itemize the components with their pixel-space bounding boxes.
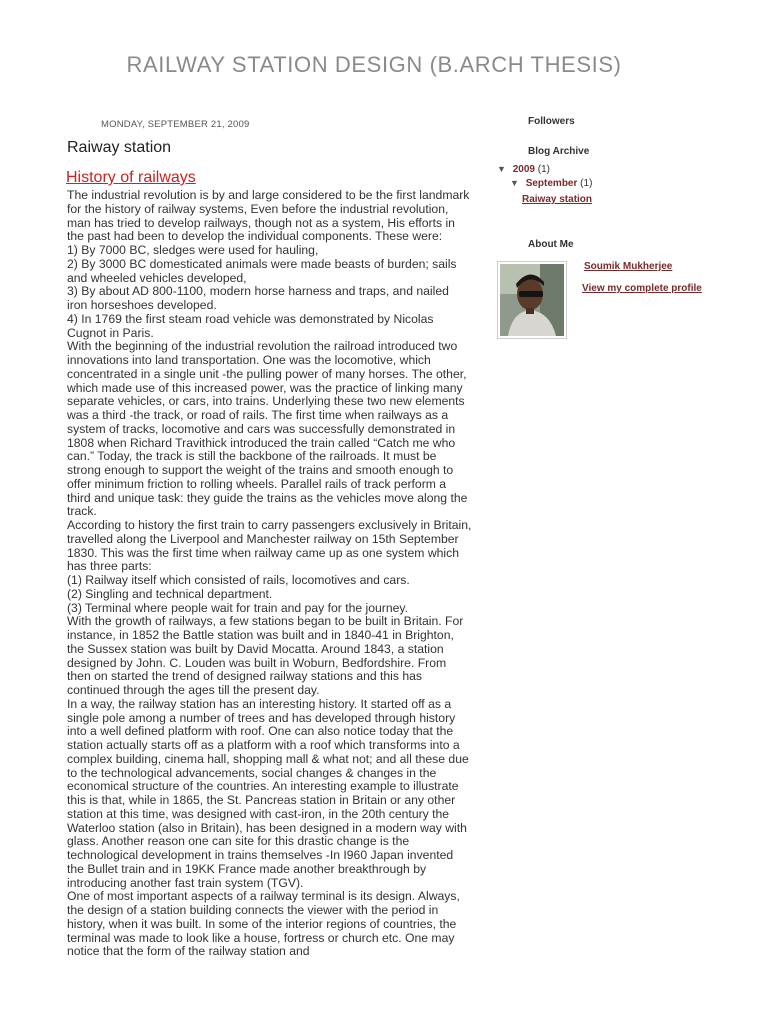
view-profile-link[interactable]: View my complete profile	[582, 283, 702, 294]
post-paragraph: In a way, the railway station has an interesting history. It started off as a single pole among a number of trees and has developed through history into a well defined platform with roof. One can also notice today that the station actually starts off as a platform with a roof which transforms into a complex building, cinema hall, shopping mall & what not; and all these due to the technological advancements, social changes & changes in the economical structure of the countries. An interesting example to illustrate this is that, while in 1865, the St. Pancreas station in Britain or any other station at this time, was designed with cast-iron, in the 20th century the Waterloo station (also in Britain), has been designed in a modern way with glass. Another reason one can site for this drastic change is the technological development in trains themselves -In I960 Japan invented the Bullet train and in 19KK France made another breakthrough by introducing another fast train system (TGV).	[67, 696, 469, 890]
avatar[interactable]	[497, 261, 567, 339]
archive-month-link[interactable]: September	[525, 178, 578, 189]
archive-year-row	[497, 164, 550, 175]
archive-month-count: (1)	[580, 178, 593, 189]
post-paragraph: With the growth of railways, a few stations began to be built in Britain. For instance, in 1852 the Battle station was built and in 1840-41 in Brighton, the Sussex station was built by David Mocatta. Around 1843, a station designed by John. C. Louden was built in Woburn, Bedfordshire. From then on started the trend of designed railway stations and this has continued through the ages till the present day.	[67, 614, 464, 697]
archive-year-count: (1)	[537, 164, 550, 175]
post-date-header: MONDAY, SEPTEMBER 21, 2009	[101, 119, 250, 130]
post-body	[67, 189, 472, 959]
sidebar-followers-heading: Followers	[528, 116, 575, 127]
post-paragraph: (2) Singling and technical department.	[67, 586, 273, 601]
post-paragraph: (1) Railway itself which consisted of rails, locomotives and cars.	[67, 573, 410, 587]
post-paragraph: 3) By about AD 800-1100, modern horse harness and traps, and nailed iron horseshoes developed.	[67, 284, 449, 312]
post-paragraph: With the beginning of the industrial revolution the railroad introduced two innovations into land transportation. One was the locomotive, which concentrated in a single unit -the pulling power of many horses. The other, which made use of this increased power, was the practice of linking many separate vehicles, or cars, into trains. Underlying these two new elements was a third -the track, or road of rails. The first time when railways as a system of tracks, locomotive and cars was successfully demonstrated in 1808 when Richard Travithick introduced the train called “Catch me who can.” Today, the track is still the backbone of the railroads. It must be strong enough to support the weight of the trains and smooth enough to offer minimum friction to rolling wheels. Parallel rails of track perform a third and unique task: they guide the trains as the vehicles move along the track.	[67, 339, 468, 519]
post-paragraph: According to history the first train to carry passengers exclusively in Britain, travelled along the Liverpool and Manchester railway on 15th September 1830. This was the first time when railway came up as one system which has three parts:	[67, 518, 472, 574]
post-paragraph: One of most important aspects of a railway terminal is its design. Always, the design of a station building connects the viewer with the period in history, when it was built. In some of the interior regions of countries, the terminal was made to look like a house, fortress or church etc. One may notice that the form of the railway station and	[67, 889, 460, 959]
expand-toggle-icon[interactable]: ▼	[510, 178, 519, 188]
post-paragraph: 1) By 7000 BC, sledges were used for hauling,	[67, 243, 319, 257]
blog-title[interactable]: RAILWAY STATION DESIGN (B.ARCH THESIS)	[126, 52, 622, 77]
archive-month-row	[510, 178, 592, 189]
post-title[interactable]: Raiway station	[67, 139, 172, 156]
archive-year-link[interactable]: 2009	[512, 164, 535, 175]
post-paragraph: 2) By 3000 BC domesticated animals were made beasts of burden; sails and wheeled vehicles developed,	[67, 256, 457, 285]
profile-name-link[interactable]: Soumik Mukherjee	[584, 261, 673, 272]
post-paragraph: 4) In 1769 the first steam road vehicle was demonstrated by Nicolas Cugnot in Paris.	[67, 311, 434, 340]
post-paragraph: (3) Terminal where people wait for train and pay for the journey.	[67, 600, 408, 615]
post-subtitle: History of railways	[66, 169, 196, 186]
post-paragraph: The industrial revolution is by and large considered to be the first landmark for the history of railway systems, Even before the industrial revolution, man has tried to develop railways, though not as a system, His efforts in the past had been to develop the individual components. These were:	[67, 188, 470, 244]
sidebar-archive-heading: Blog Archive	[528, 146, 590, 157]
expand-toggle-icon[interactable]: ▼	[497, 164, 506, 174]
archive-post-link[interactable]: Raiway station	[522, 194, 593, 205]
sidebar-about-heading: About Me	[528, 239, 574, 250]
